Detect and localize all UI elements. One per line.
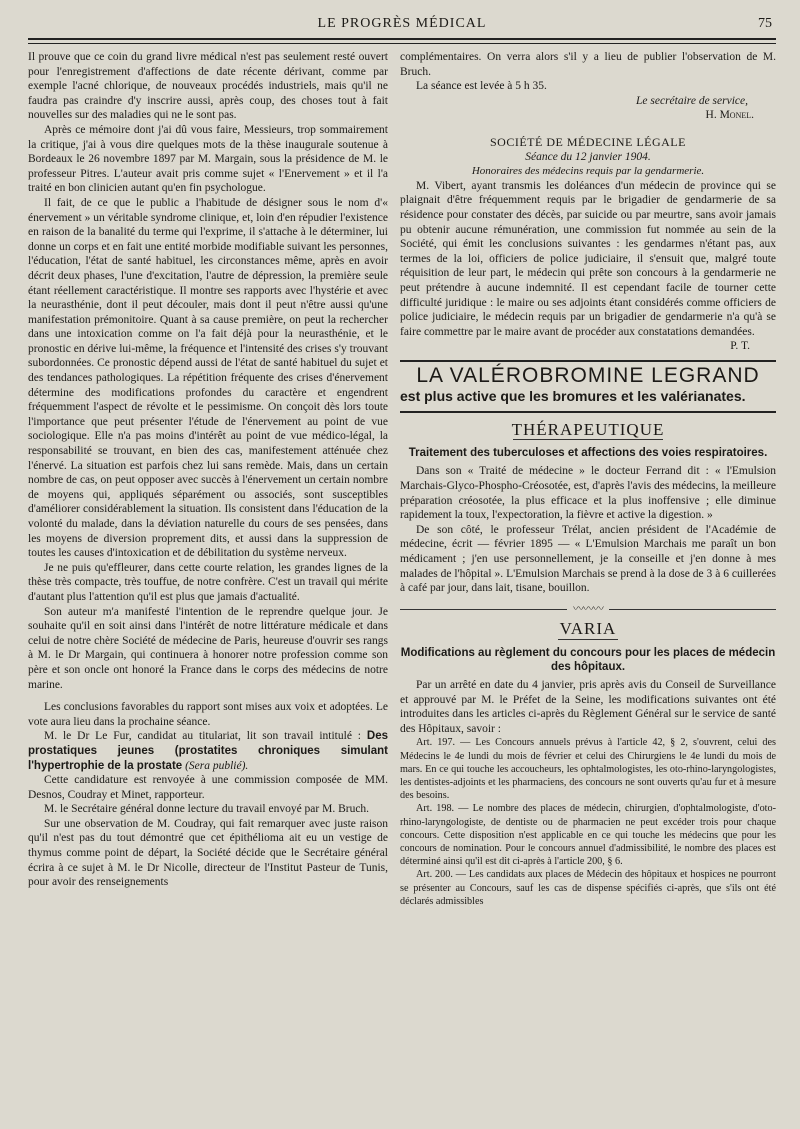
paragraph: Après ce mémoire dont j'ai dû vous faire, Messieurs, trop sommairement la critique, j'ai à vous dire quelques mots de la thèse inaugurale soutenue à Bordeaux le 26 novembre 1897 par M. Margain, sous la présidence de M. le professeur Pitres. L'auteur avait pris comme sujet « l'Enervement » et il l'a traité en bon clinicien autant qu'en fin psychologue. (28, 123, 388, 195)
section-heading-varia: VARIA (559, 619, 617, 639)
paragraph: Dans son « Traité de médecine » le docteur Ferrand dit : « l'Emulsion Marchais-Glyco-Phospho-Créosotée, est, d'après l'avis des médecins, la meilleure préparation créosotée, la plus efficace et la plus inoffensive ; elle diminue rapidement la toux, l'expectoration, la fièvre et active la digestion. » (400, 465, 776, 522)
paragraph: Les conclusions favorables du rapport sont mises aux voix et adoptées. Le vote aura lieu dans la prochaine séance. (28, 701, 388, 728)
journal-title: LE PROGRÈS MÉDICAL (317, 16, 487, 31)
paragraph: De son côté, le professeur Trélat, ancien président de l'Académie de médecine, écrit — février 1895 — « L'Emulsion Marchais me paraît un bon médicament ; j'en use personnellement, je la conseille et j'en donne à mes malades de l'hôpital ». L'Emulsion Marchais se prend à la dose de 3 à 6 cuillerées à café par jour, dans lait, tisane, bouillon. (400, 523, 776, 595)
thesis-title: Des prostatiques jeunes (prostatites chroniques simulant l'hypertrophie de la prostate (28, 730, 389, 772)
session-date: Séance du 12 janvier 1904. (525, 150, 651, 163)
advert-text: est plus active que les bromures et les valérianates. (400, 387, 746, 404)
paragraph-start: M. le Dr Le Fur, candidat au titulariat, lit son travail intitulé : (44, 730, 362, 743)
article-heading: Traitement des tuberculoses et affections des voies respiratoires. (408, 447, 768, 460)
ornament-divider (400, 602, 776, 617)
signature-role: Le secrétaire de service, (636, 94, 748, 107)
paragraph: M. le Secrétaire général donne lecture du travail envoyé par M. Bruch. (44, 803, 370, 816)
paragraph: Il prouve que ce coin du grand livre médical n'est pas seulement resté ouvert pour l'enregistrement d'affections de date récente dérivant, comme par exemple l'acné chlorique, de nouveaux procédés industriels, mais qu'il ne faudra pas craindre d'y inscrire aussi, après coup, des choses tout à fait nouvelles sur des maladies qui ne le sont pas. (28, 51, 388, 122)
article-198: Art. 198. — Le nombre des places de médecin, chirurgien, d'ophtalmologiste, d'oto-rhino-laryngologiste, de dentiste ou de pharmacien ne peut excéder trois pour chaque concours. Cette disposition n'est applicable en ce qui touche les médecins que pour les concours de nomination. Pour le concours annuel d'admissibilité, le nombre des places est déterminé ainsi qu'il est dit ci-après à l'article 200, § 6. (400, 803, 776, 868)
paragraph: Il fait, de ce que le public a l'habitude de désigner sous le nom d'« énervement » un véritable syndrome clinique, et, loin d'en répudier l'existence en raison de la banalité du terme qui l'exprime, il s'attache à le déterminer, lui donne un corps et en fait une entité morbide modifiable suivant les personnes, l'éducation, l'état de santé habituel, les circonstances même, après en avoir décrit deux phases, l'une d'excitation, l'autre de dépression, la première seule étant réellement caractéristique. Il montre ses rapports avec l'hystérie et avec la neurasthénie, dont il peut découler, mais dont il peut n'être aussi qu'une manifestation prémonitoire. Quant à sa cause première, on peut la rechercher dans une intoxication comme on l'a fait déjà pour la neurasthénie, et le pronostic en dérive lui-même, la fréquence et l'intensité des crises s'y trouvant subordonnées. Ce pronostic dépend aussi de l'état de santé habituel du sujet et des tendances pathologiques. La répétition fréquente des crises d'énervement détermine des modifications profondes du caractère et engendrent fréquemment l'aspect de révolte et le pessimisme. On conçoit dès lors toute l'importance que peut présenter l'étude de l'énervement au point de vue sociologique. Elle n'a pas moins d'intérêt au point de vue médico-légal, la responsabilité se trouvant, en bien des cas, manifestement atténuée chez l'énervé. La situation est parfois chez lui sans remède. Mais, dans un certain nombre de cas, on peut opposer avec succès à l'énervement un certain nombre de moyens qui, appliqués séparément ou associés, sont susceptibles d'améliorer considérablement la situation. Ils consistent dans l'éducation de la volonté du malade, dans la déviation naturelle du cours de ses pensées, dans les moyens de diversion proprement dits, et aussi dans la suppression de toutes les causes d'intoxication et de débilitation du système nerveux. (28, 196, 388, 560)
article-197: Art. 197. — Les Concours annuels prévus à l'article 42, § 2, s'ouvrent, celui des Médecins le 4e lundi du mois de février et celui des Chirurgiens le 4e lundi du mois de mars. En ce qui touche les accoucheurs, les ophtalmologistes, les oto-rhino-laryngologistes, les dentistes-adjoints et les pharmaciens, des concours ne sont ouverts qu'au fur et à mesure des besoins. (400, 737, 776, 802)
paragraph-le-fur (28, 729, 388, 773)
session-end: La séance est levée à 5 h 35. (416, 80, 547, 93)
paragraph: Sur une observation de M. Coudray, qui fait remarquer avec juste raison qu'il n'est pas du tout démontré que cet épithélioma ait eu un vestige de thymus comme point de départ, la Société décide que le Secrétaire général écrira à ce sujet à M. le Dr Nicolle, directeur de l'Institut Pasteur de Tunis, pour avoir des renseignements (28, 817, 388, 889)
paragraph: Par un arrêté en date du 4 janvier, pris après avis du Conseil de Surveillance et approuvé par M. le Préfet de la Seine, les modifications suivantes ont été introduites dans les articles ci-après du Règlement Général sur le service de santé des Hôpitaux, savoir : (400, 679, 776, 735)
page-header (28, 14, 776, 32)
page-number: 75 (758, 16, 772, 31)
author-initials: P. T. (730, 340, 750, 353)
article-200: Art. 200. — Les candidats aux places de Médecin des hôpitaux et hospices ne pourront se présenter au Concours, sauf les cas de dispense spécifiés ci-après, que s'ils ont été déclarés admissibles (400, 869, 776, 907)
section-heading-therapeutique: THÉRAPEUTIQUE (511, 419, 665, 439)
advert-rule (400, 360, 776, 362)
paragraph: Cette candidature est renvoyée à une commission composée de MM. Desnos, Coudray et Minet, rapporteur. (28, 774, 388, 801)
paragraph: Je ne puis qu'effleurer, dans cette courte relation, les grandes lignes de la thèse très compacte, très touffue, de notre confrère. C'est un travail qui mérite d'autant plus l'attention qu'il est plus que jamais d'actualité. (28, 561, 388, 603)
left-column (28, 50, 388, 908)
heading-underline (513, 439, 663, 440)
publish-note: (Sera publié). (185, 759, 249, 772)
section-subtitle: Honoraires des médecins requis par la gendarmerie. (471, 165, 705, 178)
heading-underline (558, 639, 618, 640)
right-column (400, 50, 776, 908)
article-heading: Modifications au règlement du concours pour les places de médecin des hôpitaux. (400, 647, 776, 673)
signature-name: H. Monel. (705, 109, 754, 122)
paragraph: complémentaires. On verra alors s'il y a lieu de publier l'observation de M. Bruch. (400, 51, 776, 78)
wave-ornament: 〰〰〰 (573, 602, 603, 615)
paragraph: M. Vibert, ayant transmis les doléances d'un médecin de province qui se plaignait d'être fréquemment requis par le brigadier de gendarmerie de sa résidence pour constater des décès, par suicide ou par meurtre, sans avoir jamais pu obtenir aucune rémunération, une commission fut nommée au sein de la Société, qui émit les conclusions suivantes : les gendarmes n'étant pas, aux termes de la loi, officiers de police judiciaire, il s'ensuit que, malgré toute réquisition de leur part, le médecin qui prête son concours à la gendarmerie ne peut prétendre à aucune indemnité. Il est cependant facile de tourner cette difficulté juridique : le maire ou ses adjoints étant considérés comme officiers de police judiciaire, le médecin requis par un brigadier de gendarmerie n'a qu'à se faire commettre par le maire avant de procéder aux constatations demandées. (400, 179, 776, 338)
advert-rule (400, 411, 776, 413)
society-heading: SOCIÉTÉ DE MÉDECINE LÉGALE (490, 134, 686, 149)
header-rule (28, 38, 776, 44)
paragraph: Son auteur m'a manifesté l'intention de le reprendre quelque jour. Je souhaite qu'il en soit ainsi dans l'intérêt de notre littérature médicale et dans celui de notre chère Société de médecine de Paris, heureuse d'ouvrir ses rangs à M. le Dr Margain, qui continuera à honorer notre profession comme son père et son oncle ont honoré la France dans le corps des médecins de notre marine. (28, 605, 388, 691)
advert-title: LA VALÉROBROMINE LEGRAND (416, 363, 760, 387)
